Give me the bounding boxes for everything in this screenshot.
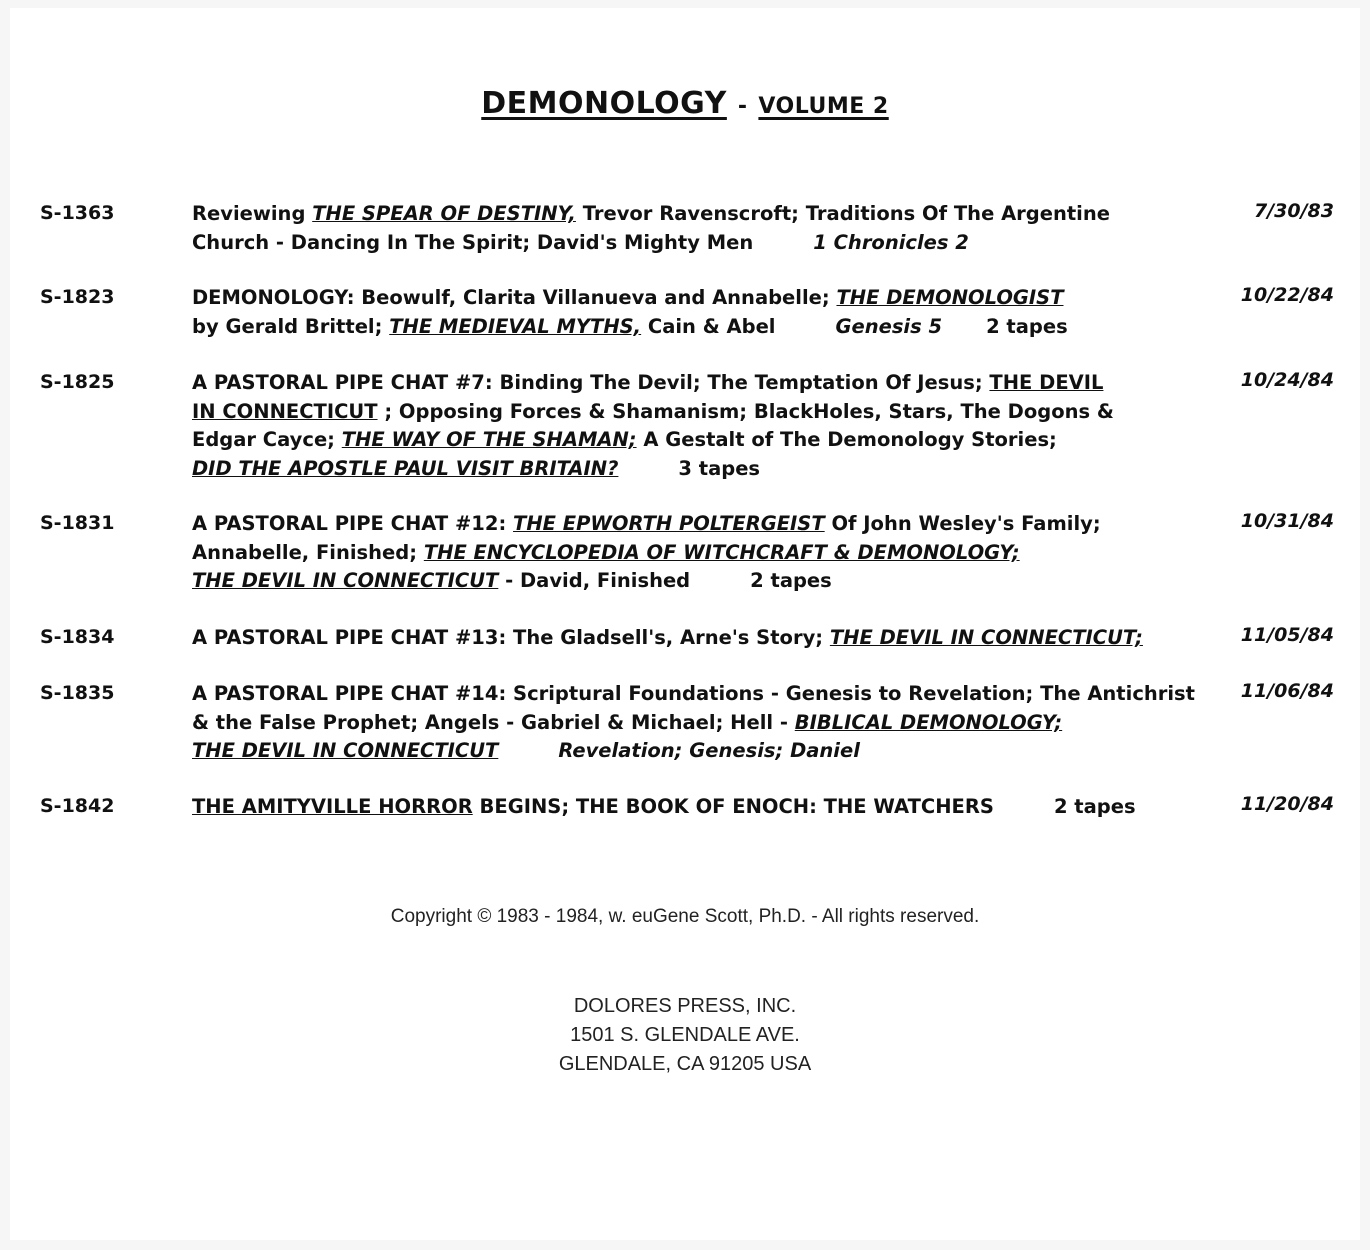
catalog-page [10, 8, 1360, 1240]
entry-description [192, 680, 1222, 766]
text-segment: Church - Dancing In The Spirit; David's Mighty Men [192, 230, 754, 254]
text-segment: DEMONOLOGY: Beowulf, Clarita Villanueva and Annabelle; [192, 286, 837, 309]
copyright-notice: Copyright © 1983 - 1984, w. euGene Scott, Ph.D. - All rights reserved. [390, 906, 980, 927]
underlined-title: IN CONNECTICUT [192, 399, 378, 423]
text-segment: Reviewing [192, 202, 313, 225]
text-segment: Cain & Abel [641, 314, 776, 338]
entry-date: 11/20/84 [1240, 793, 1334, 815]
book-title: BIBLICAL DEMONOLOGY; [794, 710, 1063, 734]
entry-date: 10/31/84 [1240, 510, 1334, 532]
entry-date: 10/24/84 [1240, 369, 1334, 391]
publisher-address [10, 992, 1360, 1079]
text-segment: - David, Finished [498, 569, 691, 592]
entry-code: S-1831 [40, 512, 115, 534]
tape-count: 2 tapes [986, 314, 1068, 338]
book-title: THE ENCYCLOPEDIA OF WITCHCRAFT & DEMONOLOGY; [423, 540, 1020, 564]
tape-count: 2 tapes [750, 569, 832, 592]
book-title: THE WAY OF THE SHAMAN; [341, 428, 637, 451]
entry-date: 10/22/84 [1240, 284, 1334, 306]
publisher-city: GLENDALE, CA 91205 USA [558, 1053, 812, 1075]
entry-description [192, 510, 1222, 596]
entry-code: S-1825 [40, 371, 115, 393]
book-title: THE MEDIEVAL MYTHS, [389, 314, 642, 338]
entry-description [192, 793, 1222, 822]
text-segment: ; Opposing Forces & Shamanism; BlackHoles, Stars, The Dogons & [377, 399, 1114, 423]
title-separator: - [737, 94, 748, 119]
text-segment: A PASTORAL PIPE CHAT #14: Scriptural Foundations - Genesis to Revelation; The Antichrist [192, 682, 1195, 705]
text-segment: A PASTORAL PIPE CHAT #7: Binding The Devil; The Temptation Of Jesus; [192, 371, 990, 394]
entry-code: S-1823 [40, 286, 115, 308]
entry-code: S-1834 [40, 626, 115, 648]
book-title: THE DEVIL IN CONNECTICUT; [829, 626, 1143, 649]
text-segment: BEGINS; THE BOOK OF ENOCH: THE WATCHERS [472, 795, 994, 818]
book-title: THE DEMONOLOGIST [836, 286, 1064, 309]
text-segment: & the False Prophet; Angels - Gabriel & Michael; Hell - [192, 710, 795, 734]
scripture-reference: 1 Chronicles 2 [813, 230, 969, 254]
entry-date: 11/06/84 [1240, 680, 1334, 702]
entry-code: S-1842 [40, 795, 115, 817]
text-segment: A Gestalt of The Demonology Stories; [636, 428, 1057, 451]
tape-count: 3 tapes [678, 456, 761, 480]
entry-description [192, 369, 1222, 483]
page-title [10, 86, 1360, 121]
publisher-street: 1501 S. GLENDALE AVE. [570, 1024, 800, 1046]
underlined-title: THE AMITYVILLE HORROR [192, 795, 473, 818]
book-title: THE SPEAR OF DESTINY, [312, 202, 576, 225]
text-segment: A PASTORAL PIPE CHAT #12: [192, 512, 514, 535]
book-title: DID THE APOSTLE PAUL VISIT BRITAIN? [192, 456, 619, 480]
text-segment: Annabelle, Finished; [192, 540, 424, 564]
text-segment: by Gerald Brittel; [192, 314, 390, 338]
scripture-reference: Genesis 5 [835, 314, 943, 338]
title-volume: VOLUME 2 [758, 94, 889, 119]
book-title: THE EPWORTH POLTERGEIST [513, 512, 825, 535]
title-main: DEMONOLOGY [481, 86, 727, 121]
tape-count: 2 tapes [1053, 795, 1136, 818]
underlined-title: THE DEVIL [989, 371, 1104, 394]
book-title: THE DEVIL IN CONNECTICUT [192, 569, 499, 592]
text-segment: A PASTORAL PIPE CHAT #13: The Gladsell's, Arne's Story; [192, 626, 830, 649]
entry-code: S-1363 [40, 202, 115, 224]
entry-description [192, 284, 1222, 341]
text-segment: Trevor Ravenscroft; Traditions Of The Argentine [575, 202, 1110, 225]
publisher-name: DOLORES PRESS, INC. [573, 995, 797, 1017]
entry-description [192, 624, 1222, 653]
entry-date: 11/05/84 [1240, 624, 1334, 646]
entry-description [192, 200, 1222, 257]
text-segment: Of John Wesley's Family; [824, 512, 1101, 535]
scripture-reference: Revelation; Genesis; Daniel [558, 739, 860, 762]
book-title: THE DEVIL IN CONNECTICUT [192, 739, 499, 762]
entry-code: S-1835 [40, 682, 115, 704]
text-segment: Edgar Cayce; [192, 428, 342, 451]
entry-date: 7/30/83 [1254, 200, 1334, 222]
